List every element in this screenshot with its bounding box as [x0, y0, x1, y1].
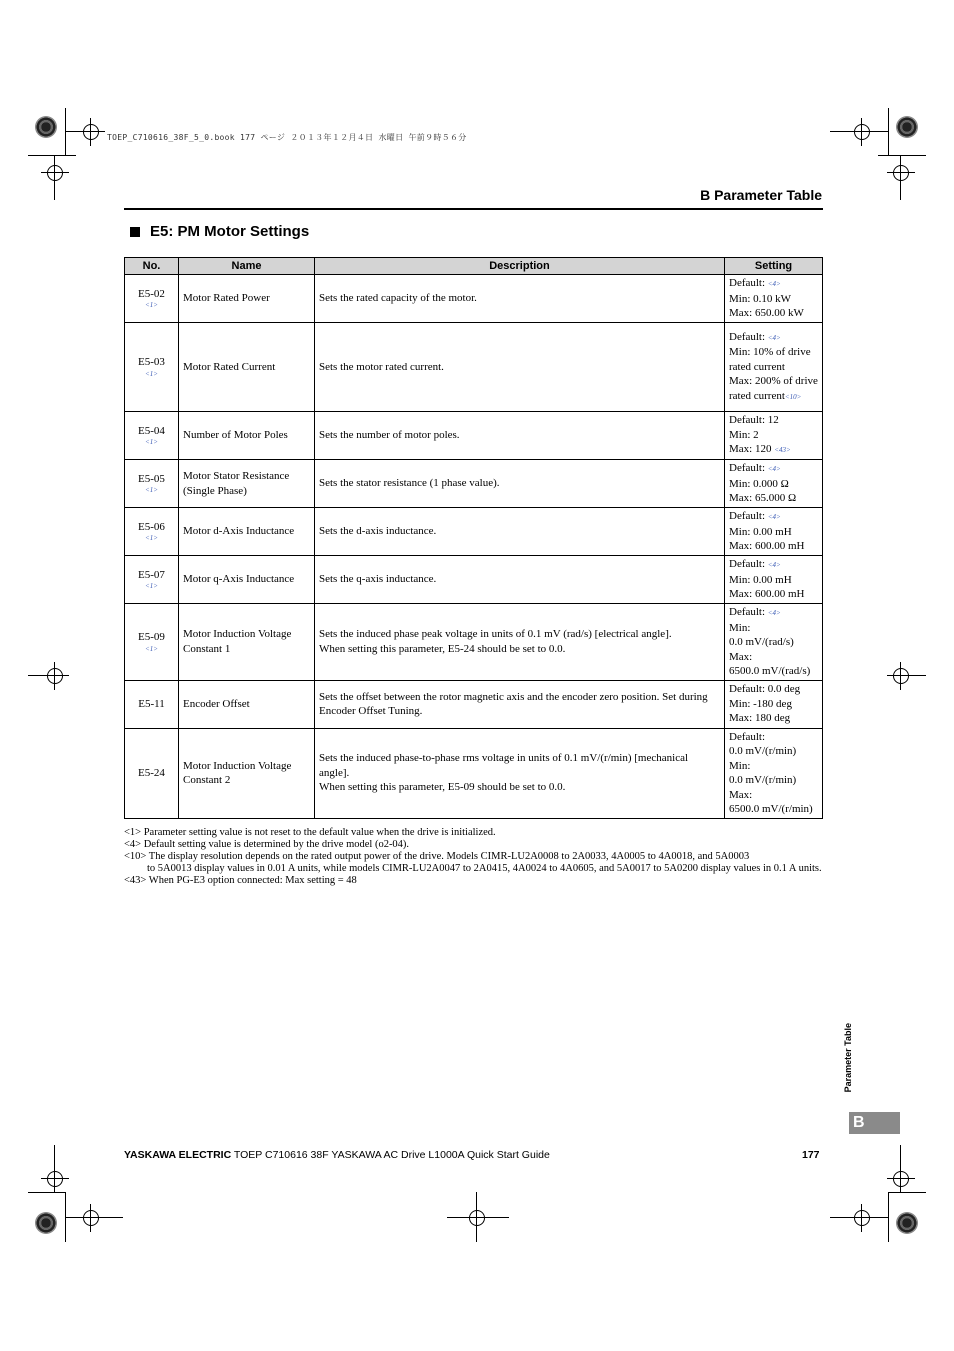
- setting-text: Default:: [729, 462, 768, 475]
- param-setting: [725, 556, 823, 604]
- setting-text: Max: 120: [729, 443, 775, 456]
- param-number-cell: [125, 604, 179, 681]
- table-row: [125, 508, 823, 556]
- setting-text: Min:: [729, 621, 751, 634]
- setting-text: Max: 200% of drive rated current: [729, 375, 818, 402]
- description-line: Sets the stator resistance (1 phase value).: [319, 477, 500, 490]
- param-description: [315, 412, 725, 460]
- setting-note-ref: <4>: [767, 280, 781, 289]
- setting-text: Min: 0.10 kW: [729, 292, 792, 305]
- setting-text: Default:: [729, 510, 768, 523]
- param-description: [315, 275, 725, 323]
- description-line: When setting this parameter, E5-09 should be set to 0.0.: [319, 781, 566, 794]
- setting-text: Max:: [729, 650, 753, 663]
- param-name: Number of Motor Poles: [179, 412, 315, 460]
- description-line: Sets the offset between the rotor magnetic axis and the encoder zero position. Set during Encoder Offset Tuning.: [319, 690, 708, 717]
- param-name: Motor Stator Resistance (Single Phase): [179, 460, 315, 508]
- footnote: <43> When PG-E3 option connected: Max setting = 48: [124, 875, 357, 886]
- table-row: [125, 680, 823, 728]
- setting-text: Min: 0.000 Ω: [729, 477, 789, 490]
- param-number-cell: [125, 275, 179, 323]
- param-description: [315, 323, 725, 412]
- section-heading: [130, 223, 309, 240]
- param-note-ref: <1>: [145, 582, 158, 591]
- setting-text: Min: 0.00 mH: [729, 573, 792, 586]
- col-header-description: Description: [315, 258, 725, 275]
- footnote: <4> Default setting value is determined by the drive model (o2-04).: [124, 839, 410, 850]
- param-setting: [725, 680, 823, 728]
- description-line: Sets the induced phase peak voltage in units of 0.1 mV (rad/s) [electrical angle].: [319, 628, 672, 641]
- param-number-cell: [125, 460, 179, 508]
- description-line: Sets the induced phase-to-phase rms voltage in units of 0.1 mV/(r/min) [mechanical angle].: [319, 752, 689, 779]
- setting-note-ref: <43>: [774, 446, 791, 455]
- param-setting: [725, 508, 823, 556]
- setting-text: Default:: [729, 330, 768, 343]
- param-number-cell: [125, 412, 179, 460]
- setting-text: Max: 650.00 kW: [729, 307, 804, 320]
- param-name: Motor Induction Voltage Constant 1: [179, 604, 315, 681]
- setting-note-ref: <4>: [767, 333, 781, 342]
- setting-line: [729, 587, 818, 602]
- param-number-cell: [125, 728, 179, 818]
- setting-note-ref: <10>: [784, 392, 802, 401]
- param-name: Encoder Offset: [179, 680, 315, 728]
- side-tab-text: Parameter Table: [843, 1023, 853, 1093]
- setting-line: [729, 711, 818, 726]
- setting-line: [729, 374, 818, 404]
- setting-line: [729, 461, 818, 477]
- setting-line: [729, 509, 818, 525]
- param-setting: [725, 460, 823, 508]
- param-number: E5-05: [138, 472, 165, 485]
- setting-line: [729, 759, 818, 774]
- param-number: E5-02: [138, 287, 165, 300]
- description-line: Sets the number of motor poles.: [319, 429, 460, 442]
- param-description: [315, 680, 725, 728]
- setting-line: [729, 605, 818, 621]
- param-number: E5-04: [138, 424, 165, 437]
- param-setting: [725, 412, 823, 460]
- description-line: Sets the q-axis inductance.: [319, 573, 437, 586]
- setting-note-ref: <4>: [767, 513, 781, 522]
- table-row: [125, 460, 823, 508]
- param-number: E5-03: [138, 356, 165, 369]
- setting-line: [729, 477, 818, 492]
- parameter-table: [124, 257, 823, 819]
- param-description: [315, 460, 725, 508]
- description-line: Sets the rated capacity of the motor.: [319, 292, 477, 305]
- section-title: E5: PM Motor Settings: [150, 223, 310, 240]
- setting-text: 0.0 mV/(r/min): [729, 745, 797, 757]
- page-footer: [124, 1149, 550, 1161]
- setting-text: 0.0 mV/(rad/s): [729, 636, 794, 648]
- param-description: [315, 508, 725, 556]
- setting-text: Default:: [729, 730, 766, 743]
- setting-line: [729, 573, 818, 588]
- param-number: E5-24: [138, 766, 165, 779]
- setting-text: 6500.0 mV/(rad/s): [729, 665, 811, 677]
- param-number-cell: [125, 556, 179, 604]
- setting-text: Max: 600.00 mH: [729, 588, 805, 601]
- setting-text: Min: 0.00 mH: [729, 525, 792, 538]
- setting-line: [729, 773, 818, 788]
- setting-note-ref: <4>: [767, 465, 781, 474]
- setting-text: Min: 2: [729, 428, 759, 441]
- setting-line: [729, 306, 818, 321]
- setting-line: [729, 491, 818, 506]
- setting-text: Default:: [729, 277, 768, 290]
- param-description: [315, 728, 725, 818]
- setting-line: [729, 650, 818, 665]
- setting-text: Default: 0.0 deg: [729, 683, 801, 696]
- footer-text: TOEP C710616 38F YASKAWA AC Drive L1000A Quick Start Guide: [231, 1149, 550, 1161]
- setting-line: [729, 428, 818, 443]
- param-setting: [725, 275, 823, 323]
- param-number-cell: [125, 323, 179, 412]
- setting-text: Default: 12: [729, 414, 779, 427]
- side-tab-letter: B: [849, 1112, 900, 1134]
- table-row: [125, 412, 823, 460]
- setting-line: [729, 345, 818, 374]
- col-header-name: Name: [179, 258, 315, 275]
- setting-text: Default:: [729, 558, 768, 571]
- setting-line: [729, 788, 818, 803]
- setting-line: [729, 664, 818, 679]
- footer-brand: YASKAWA ELECTRIC: [124, 1149, 232, 1161]
- param-number: E5-07: [138, 568, 165, 581]
- page-number: 177: [802, 1149, 820, 1161]
- table-row: [125, 556, 823, 604]
- param-name: Motor Rated Power: [179, 275, 315, 323]
- param-setting: [725, 604, 823, 681]
- param-note-ref: <1>: [145, 438, 158, 447]
- param-note-ref: <1>: [145, 534, 158, 543]
- param-number: E5-11: [138, 697, 165, 710]
- setting-line: [729, 413, 818, 428]
- param-number: E5-09: [138, 631, 165, 643]
- setting-text: Min: 10% of drive rated current: [729, 346, 811, 373]
- param-description: [315, 604, 725, 681]
- param-name: Motor q-Axis Inductance: [179, 556, 315, 604]
- setting-line: [729, 557, 818, 573]
- setting-line: [729, 539, 818, 554]
- setting-text: 6500.0 mV/(r/min): [729, 803, 813, 815]
- table-row: [125, 323, 823, 412]
- table-header-row: [125, 258, 823, 275]
- setting-line: [729, 730, 818, 745]
- footnotes: [124, 827, 824, 887]
- description-line: When setting this parameter, E5-24 should be set to 0.0.: [319, 642, 566, 655]
- setting-text: Max:: [729, 788, 753, 801]
- setting-line: [729, 292, 818, 307]
- param-note-ref: <1>: [145, 486, 158, 495]
- setting-line: [729, 442, 818, 458]
- page-header-title: B Parameter Table: [700, 187, 822, 203]
- param-setting: [725, 728, 823, 818]
- param-number-cell: [125, 508, 179, 556]
- setting-text: Default:: [729, 606, 768, 618]
- table-row: [125, 604, 823, 681]
- param-note-ref: <1>: [145, 301, 158, 310]
- param-name: Motor Rated Current: [179, 323, 315, 412]
- setting-line: [729, 635, 818, 650]
- setting-line: [729, 276, 818, 292]
- setting-note-ref: <4>: [767, 609, 781, 617]
- param-setting: [725, 323, 823, 412]
- col-header-setting: Setting: [725, 258, 823, 275]
- description-line: Sets the motor rated current.: [319, 360, 444, 373]
- footnote: <1> Parameter setting value is not reset to the default value when the drive is initialized.: [124, 827, 496, 838]
- setting-line: [729, 697, 818, 712]
- param-number-cell: [125, 680, 179, 728]
- param-description: [315, 556, 725, 604]
- setting-line: [729, 330, 818, 346]
- setting-text: Max: 65.000 Ω: [729, 492, 797, 505]
- param-note-ref: <1>: [145, 644, 158, 653]
- description-line: Sets the d-axis inductance.: [319, 525, 437, 538]
- footnote-continuation: to 5A0013 display values in 0.01 A units, while models CIMR-LU2A0047 to 2A0415, 4A0024 to 4A0605, and 5A0017 to 5A0200 display values in 0.1 A units.: [147, 863, 822, 874]
- side-tab-label: [843, 1023, 863, 1103]
- table-row: [125, 275, 823, 323]
- col-header-no: No.: [125, 258, 179, 275]
- table-row: [125, 728, 823, 818]
- footnote: <10> The display resolution depends on the rated output power of the drive. Models CIMR-LU2A0008 to 2A0033, 4A0005 to 4A0018, and 5A0003: [124, 851, 750, 862]
- setting-line: [729, 682, 818, 697]
- setting-line: [729, 802, 818, 817]
- param-name: Motor Induction Voltage Constant 2: [179, 728, 315, 818]
- header-rule: [124, 208, 823, 210]
- setting-text: Min:: [729, 759, 751, 772]
- section-bullet-icon: [130, 227, 140, 237]
- setting-text: Max: 180 deg: [729, 712, 791, 725]
- setting-line: [729, 744, 818, 759]
- setting-line: [729, 621, 818, 636]
- param-name: Motor d-Axis Inductance: [179, 508, 315, 556]
- setting-line: [729, 525, 818, 540]
- setting-text: Min: -180 deg: [729, 697, 792, 710]
- file-header: TOEP_C710616_38F_5_0.book 177 ページ ２０１３年１２月４日 水曜日 午前９時５６分: [107, 133, 467, 142]
- param-note-ref: <1>: [145, 369, 158, 378]
- setting-note-ref: <4>: [767, 561, 781, 570]
- param-number: E5-06: [138, 520, 165, 533]
- setting-text: 0.0 mV/(r/min): [729, 774, 797, 786]
- setting-text: Max: 600.00 mH: [729, 540, 805, 553]
